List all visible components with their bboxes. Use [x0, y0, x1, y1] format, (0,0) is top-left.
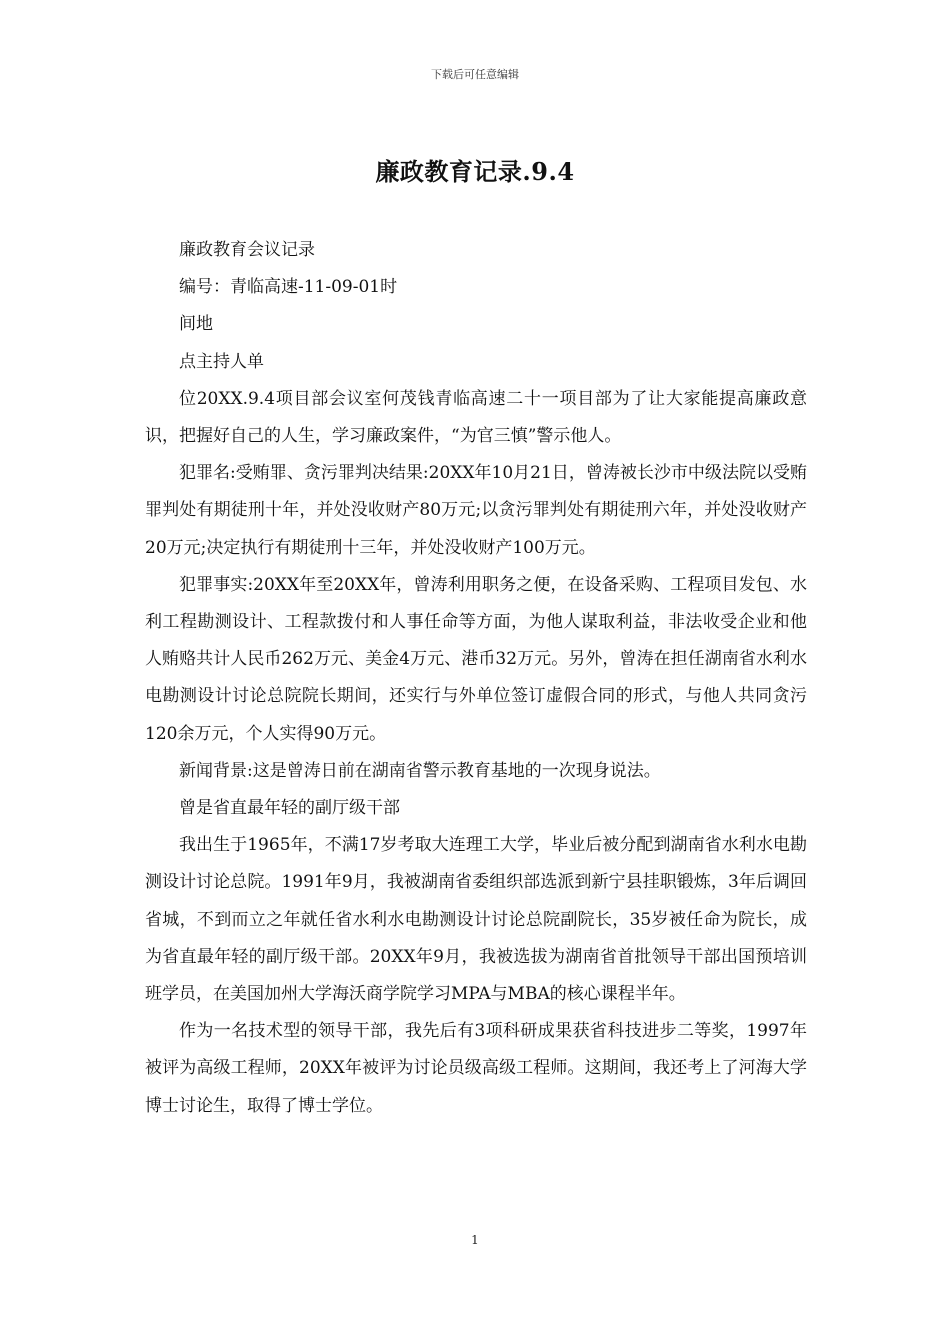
paragraph: 编号：青临高速-11-09-01时 — [179, 277, 398, 298]
page-number: 1 — [471, 1233, 479, 1247]
paragraph: 犯罪事实:20XX年至20XX年，曾涛利用职务之便，在设备采购、工程项目发包、水利工程勘测设计、工程款拨付和人事任命等方面，为他人谋取利益，非法收受企业和他人贿赂共计人民币262万元、美金4万元、港币32万元。另外，曾涛在担任湖南省水利水电勘测设计讨论总院院长期间，还实行与外单位签订虚假合同的形式，与他人共同贪污120余万元，个人实得90万元。 — [145, 574, 807, 744]
paragraph: 犯罪名:受贿罪、贪污罪判决结果:20XX年10月21日，曾涛被长沙市中级法院以受贿罪判处有期徒刑十年，并处没收财产80万元;以贪污罪判处有期徒刑六年，并处没收财产20万元;决定执行有期徒刑十三年，并处没收财产100万元。 — [145, 463, 807, 558]
paragraph: 新闻背景:这是曾涛日前在湖南省警示教育基地的一次现身说法。 — [179, 760, 661, 781]
paragraph: 点主持人单 — [179, 351, 264, 372]
header-note: 下载后可任意编辑 — [431, 68, 519, 81]
paragraph: 曾是省直最年轻的副厅级干部 — [179, 798, 400, 819]
paragraph: 我出生于1965年，不满17岁考取大连理工大学，毕业后被分配到湖南省水利水电勘测设计讨论总院。1991年9月，我被湖南省委组织部选派到新宁县挂职锻炼，3年后调回省城，不到而立之年就任省水利水电勘测设计讨论总院副院长，35岁被任命为院长，成为省直最年轻的副厅级干部。20XX年9月，我被选拔为湖南省首批领导干部出国预培训班学员，在美国加州大学海沃商学院学习MPA与MBA的核心课程半年。 — [145, 835, 807, 1005]
document-title: 廉政教育记录.9.4 — [375, 157, 575, 186]
paragraph: 间地 — [179, 314, 213, 335]
paragraph: 位20XX.9.4项目部会议室何茂钱青临高速二十一项目部为了让大家能提高廉政意识，把握好自己的人生，学习廉政案件，“为官三慎”警示他人。 — [145, 388, 807, 447]
paragraph: 作为一名技术型的领导干部，我先后有3项科研成果获省科技进步二等奖，1997年被评为高级工程师，20XX年被评为讨论员级高级工程师。这期间，我还考上了河海大学博士讨论生，取得了博士学位。 — [145, 1021, 807, 1116]
document-body — [145, 232, 807, 1125]
paragraph: 廉政教育会议记录 — [179, 240, 315, 260]
